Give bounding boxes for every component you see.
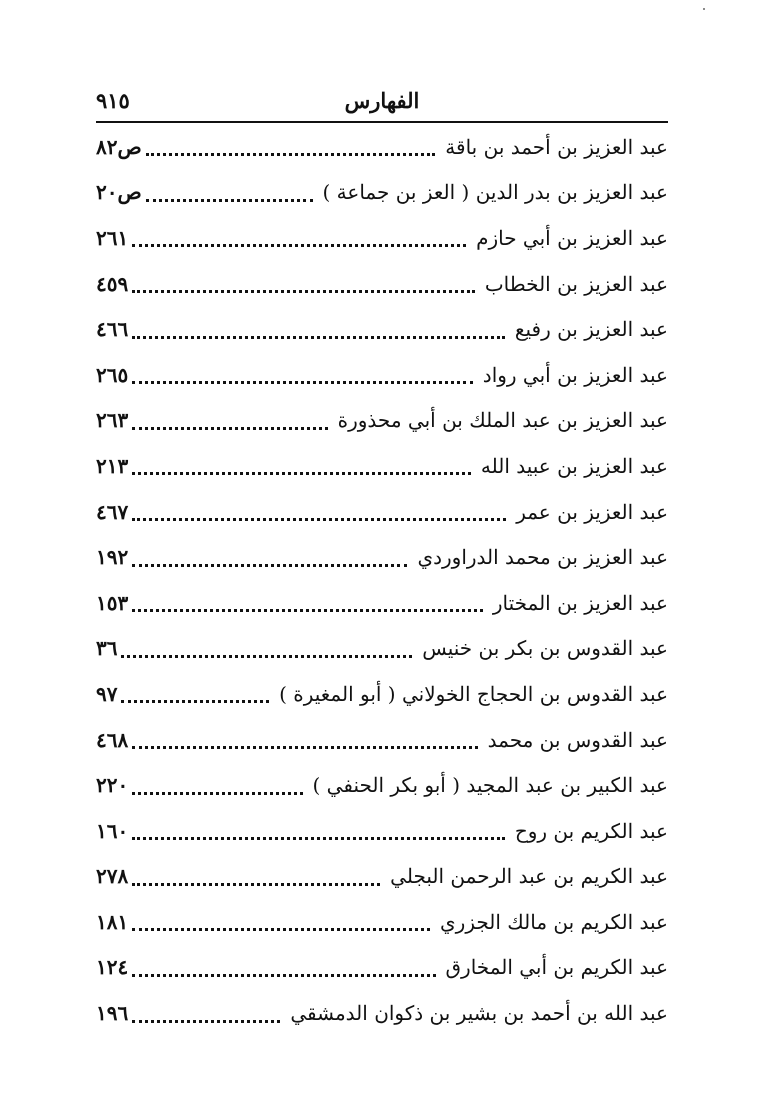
entry-page-ref: ١٦٠ [96, 818, 129, 843]
entry-name: عبد العزيز بن رفيع [514, 317, 668, 342]
entry-name: عبد الكبير بن عبد المجيد ( أبو بكر الحنفي ) [312, 773, 668, 798]
entry-name: عبد القدوس بن محمد [487, 727, 668, 752]
index-entry [96, 398, 668, 444]
entry-page-ref: ١٨١ [96, 909, 129, 934]
index-entry [96, 945, 668, 991]
index-entry [96, 580, 668, 626]
entry-page-ref: ٩٧ [96, 681, 118, 706]
entry-name: عبد القدوس بن الحجاج الخولاني ( أبو المغيرة ) [279, 681, 668, 706]
page-number: ٩١٥ [96, 88, 130, 113]
index-entry [96, 170, 668, 216]
entry-page-ref: ٢٦٣ [96, 408, 129, 433]
running-title: الفهارس [344, 88, 420, 113]
index-entry [96, 306, 668, 352]
dot-leader [132, 460, 471, 475]
dot-leader [132, 415, 327, 430]
page-header [96, 88, 668, 118]
entry-page-ref: ٤٦٦ [96, 317, 129, 342]
dot-leader [132, 780, 302, 795]
entry-page-ref: ٢٢٠ [96, 773, 129, 798]
index-entry [96, 352, 668, 398]
entry-page-ref: ص٢٠ [96, 180, 142, 205]
index-list [96, 124, 668, 1036]
entry-page-ref: ٤٦٧ [96, 499, 129, 524]
dot-leader [132, 1008, 280, 1023]
dot-leader [132, 871, 380, 886]
index-entry [96, 534, 668, 580]
index-entry [96, 808, 668, 854]
dot-leader [132, 552, 407, 567]
dot-leader [132, 324, 505, 339]
index-entry [96, 215, 668, 261]
entry-page-ref: ٢١٣ [96, 453, 129, 478]
entry-name: عبد العزيز بن أبي رواد [482, 362, 668, 387]
entry-page-ref: ٤٦٨ [96, 727, 129, 752]
entry-page-ref: ٤٥٩ [96, 271, 129, 296]
dot-leader [121, 688, 269, 703]
entry-name: عبد العزيز بن أحمد بن باقة [445, 134, 668, 159]
entry-page-ref: ١٩٢ [96, 545, 129, 570]
dot-leader [132, 734, 477, 749]
entry-name: عبد العزيز بن بدر الدين ( العز بن جماعة ) [322, 180, 668, 205]
entry-page-ref: ٢٧٨ [96, 864, 129, 889]
entry-name: عبد العزيز بن محمد الدراوردي [417, 545, 668, 570]
index-entry [96, 899, 668, 945]
header-rule [96, 121, 668, 123]
dot-leader [132, 916, 430, 931]
dot-leader [121, 643, 412, 658]
entry-name: عبد العزيز بن عمر [516, 499, 668, 524]
entry-page-ref: ٢٦٥ [96, 362, 129, 387]
entry-page-ref: ٢٦١ [96, 225, 129, 250]
index-entry [96, 443, 668, 489]
entry-name: عبد القدوس بن بكر بن خنيس [422, 636, 668, 661]
dot-leader [132, 506, 506, 521]
dot-leader [146, 187, 313, 202]
entry-page-ref: ص٨٢ [96, 134, 142, 159]
entry-name: عبد الكريم بن أبي المخارق [445, 955, 668, 980]
entry-page-ref: ٣٦ [96, 636, 118, 661]
dot-leader [146, 141, 436, 156]
dot-leader [132, 825, 505, 840]
index-entry [96, 626, 668, 672]
index-entry [96, 124, 668, 170]
entry-name: عبد العزيز بن المختار [492, 590, 668, 615]
index-entry [96, 990, 668, 1036]
index-entry [96, 854, 668, 900]
entry-page-ref: ١٢٤ [96, 955, 129, 980]
dot-leader [132, 369, 473, 384]
index-entry [96, 489, 668, 535]
entry-name: عبد العزيز بن عبيد الله [480, 453, 668, 478]
dot-leader [132, 962, 435, 977]
entry-name: عبد العزيز بن عبد الملك بن أبي محذورة [337, 408, 668, 433]
entry-page-ref: ١٩٦ [96, 1001, 129, 1026]
dot-leader [132, 232, 466, 247]
dot-leader [132, 278, 475, 293]
entry-name: عبد الله بن أحمد بن بشير بن ذكوان الدمشقي [290, 1001, 668, 1026]
entry-name: عبد العزيز بن الخطاب [484, 271, 668, 296]
index-entry [96, 717, 668, 763]
index-entry [96, 261, 668, 307]
entry-name: عبد الكريم بن مالك الجزري [440, 909, 668, 934]
scan-speck [703, 8, 705, 10]
index-entry [96, 762, 668, 808]
index-entry [96, 671, 668, 717]
entry-name: عبد العزيز بن أبي حازم [476, 225, 668, 250]
dot-leader [132, 597, 483, 612]
entry-name: عبد الكريم بن عبد الرحمن البجلي [390, 864, 668, 889]
entry-name: عبد الكريم بن روح [514, 818, 668, 843]
entry-page-ref: ١٥٣ [96, 590, 129, 615]
